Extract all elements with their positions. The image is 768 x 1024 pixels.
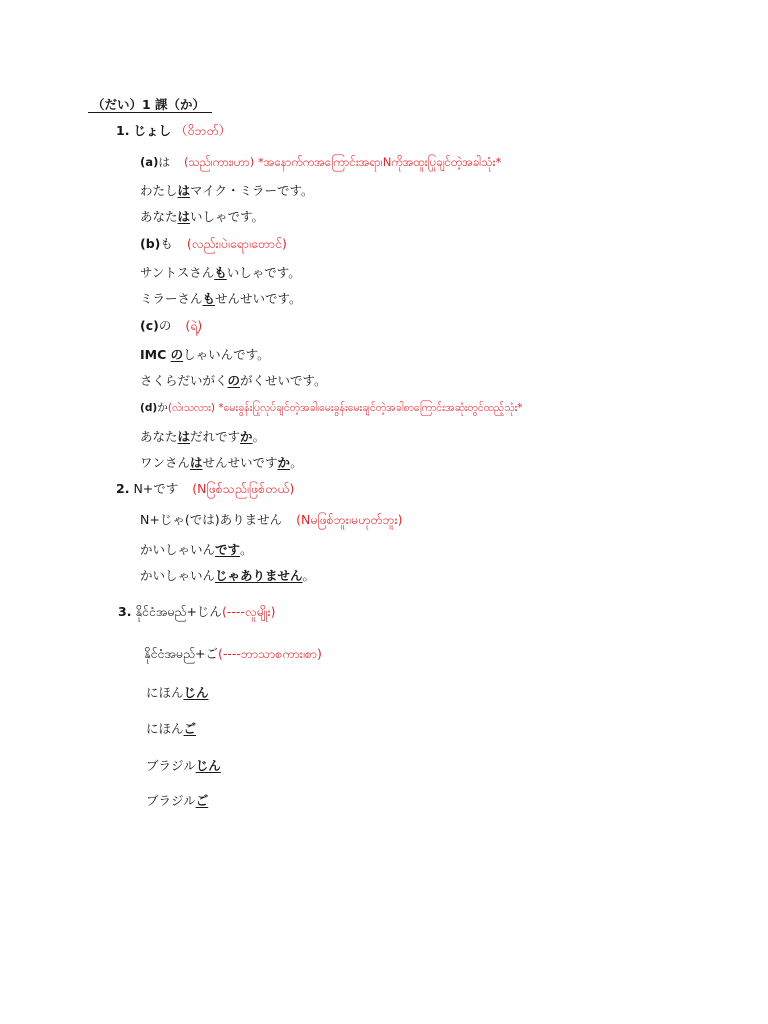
sentence-text: せんせいです xyxy=(202,455,278,470)
section-number: 2. xyxy=(116,481,130,496)
highlighted-particle: か xyxy=(277,455,291,470)
highlighted-particle: も xyxy=(214,265,227,280)
word-text: にほん xyxy=(146,685,184,700)
highlighted-particle: じゃありません xyxy=(215,568,303,583)
section-3-heading xyxy=(118,603,276,621)
example-sentence xyxy=(140,264,301,282)
sentence-text: サントスさん xyxy=(140,265,215,280)
item-label: (a) xyxy=(140,155,159,169)
sentence-text: ワンさん xyxy=(140,455,191,470)
highlighted-particle: も xyxy=(202,291,216,306)
example-sentence xyxy=(140,428,265,446)
particle: も xyxy=(160,236,173,251)
section-title: じょし xyxy=(133,123,171,138)
sentence-text: IMC xyxy=(140,347,171,362)
section-title: N+です xyxy=(133,481,179,496)
section-title-translation: (Nဖြစ်သည်၊ဖြစ်တယ်) xyxy=(192,481,295,496)
highlighted-suffix: ご xyxy=(183,721,197,736)
sentence-text: 。 xyxy=(252,429,266,444)
example-sentence xyxy=(140,567,315,585)
example-sentence xyxy=(140,541,253,559)
pattern-meaning: (----ဘာသာစကား၊စာ) xyxy=(218,646,322,661)
sentence-text: しゃいんです。 xyxy=(183,347,270,362)
negative-form xyxy=(140,511,403,529)
example-sentence xyxy=(140,182,314,200)
example-word xyxy=(146,684,209,702)
highlighted-suffix: ご xyxy=(195,793,209,808)
section-title-translation: (----လူမျိုး) xyxy=(221,604,276,619)
pattern-meaning: (Nမဖြစ်ဘူး၊မဟုတ်ဘူး) xyxy=(296,512,403,527)
example-word xyxy=(146,757,221,775)
item-label: (d) xyxy=(140,402,158,414)
example-sentence xyxy=(140,208,264,226)
example-sentence xyxy=(140,454,303,472)
highlighted-suffix: じん xyxy=(183,685,209,700)
word-text: ブラジル xyxy=(146,793,196,808)
item-label: (b) xyxy=(140,236,161,251)
grammar-pattern: နိုင်ငံအမည်+ご xyxy=(144,646,218,661)
highlighted-particle: の xyxy=(227,373,241,388)
example-sentence xyxy=(140,290,302,308)
highlighted-particle: の xyxy=(170,347,184,362)
sentence-text: いしゃです。 xyxy=(226,265,301,280)
section-number: 3. xyxy=(118,604,132,619)
example-sentence xyxy=(140,346,270,364)
highlighted-particle: です xyxy=(215,542,241,557)
sentence-text: だれです xyxy=(190,429,241,444)
particle-meaning: (သည်၊ကား၊ဟာ) *အနောက်ကအကြောင်းအရာ၊Nကိုအထူးပြုချင်တဲ့အခါသုံး* xyxy=(184,155,502,169)
item-label: (c) xyxy=(140,318,159,333)
title-underline xyxy=(88,112,212,113)
sentence-text: ミラーさん xyxy=(140,291,203,306)
sentence-text: かいしゃいん xyxy=(140,542,216,557)
sentence-text: わたし xyxy=(140,183,178,198)
sentence-text: あなた xyxy=(140,429,178,444)
language-pattern xyxy=(144,645,322,663)
sentence-text: 。 xyxy=(290,455,303,470)
particle: の xyxy=(158,318,172,333)
highlighted-particle: は xyxy=(177,429,191,444)
sentence-text: いしゃです。 xyxy=(190,209,265,224)
highlighted-particle: は xyxy=(190,455,203,470)
highlighted-particle: は xyxy=(177,183,191,198)
particle-meaning: (ရဲ့) xyxy=(185,318,203,333)
highlighted-particle: か xyxy=(240,429,253,444)
grammar-pattern: N+じゃ(では)ありません xyxy=(140,512,283,527)
sentence-text: マイク・ミラーです。 xyxy=(190,183,314,198)
sentence-text: がくせいです。 xyxy=(240,373,327,388)
example-word xyxy=(146,792,208,810)
particle-heading-d xyxy=(140,399,522,417)
section-1-heading xyxy=(116,122,231,140)
word-text: ブラジル xyxy=(146,758,196,773)
example-sentence xyxy=(140,372,327,390)
highlighted-particle: は xyxy=(177,209,191,224)
highlighted-suffix: じん xyxy=(195,758,221,773)
page-title: （だい）1 課（か） xyxy=(92,97,206,112)
sentence-text: あなた xyxy=(140,209,178,224)
section-2-heading xyxy=(116,480,294,498)
particle-meaning: (လဲ၊သလား) *မေးခွန်းပြုလုပ်ချင်တဲ့အခါ၊မေးခွန်းမေးချင်တဲ့အခါစာကြောင်းအဆုံးတွင်ထည့်သုံး* xyxy=(167,402,523,414)
sentence-text: 。 xyxy=(240,542,253,557)
section-title: နိုင်ငံအမည်+じん xyxy=(135,604,222,619)
particle-meaning: (လည်း၊ပဲ၊ရော၊တောင်) xyxy=(186,236,287,251)
example-word xyxy=(146,720,196,738)
word-text: にほん xyxy=(146,721,184,736)
particle: は xyxy=(158,155,171,169)
section-title-translation: （ဝိဘတ်） xyxy=(174,123,232,138)
sentence-text: かいしゃいん xyxy=(140,568,216,583)
particle-heading-b xyxy=(140,235,287,253)
particle: か xyxy=(157,402,168,414)
sentence-text: せんせいです。 xyxy=(215,291,302,306)
section-number: 1. xyxy=(116,123,130,138)
sentence-text: 。 xyxy=(302,568,316,583)
particle-heading-c xyxy=(140,317,202,335)
sentence-text: さくらだいがく xyxy=(140,373,228,388)
particle-heading-a xyxy=(140,153,501,171)
